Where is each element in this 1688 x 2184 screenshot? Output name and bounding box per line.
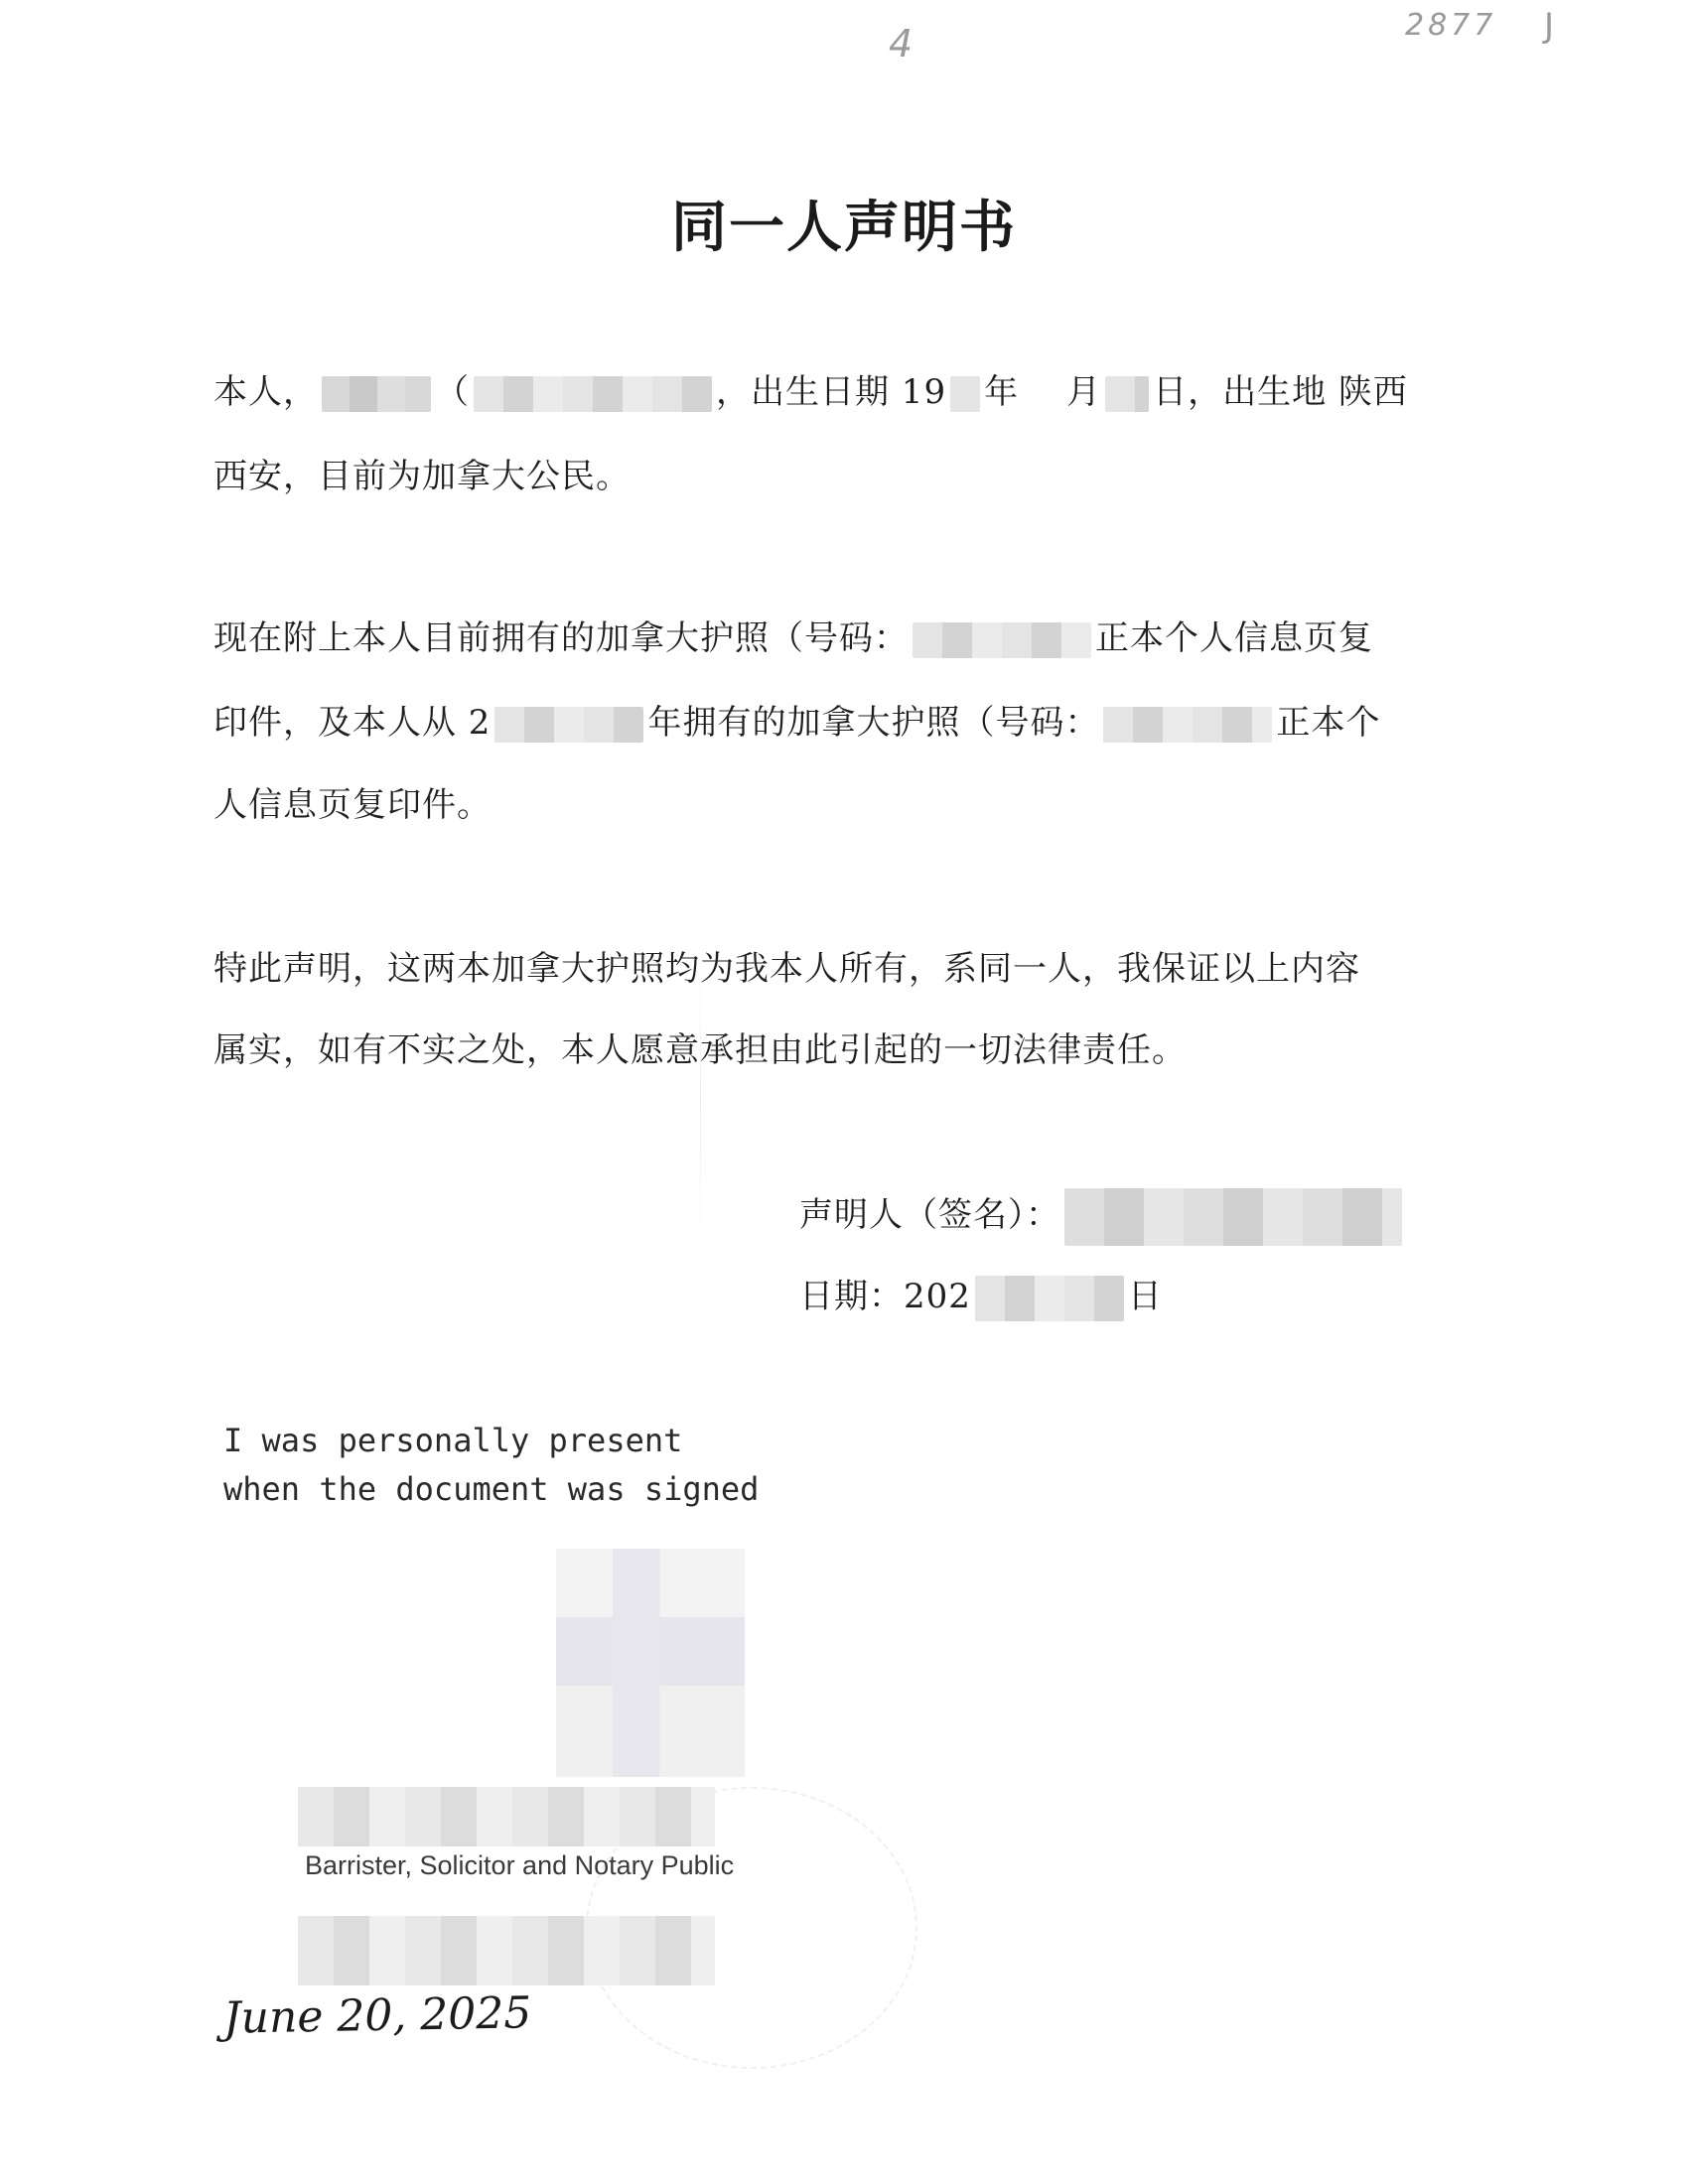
text: 日，出生地 陕西 (1153, 372, 1408, 412)
redacted-id (474, 376, 712, 412)
date-label: 日期：202 (799, 1277, 971, 1316)
handwritten-date: June 20, 2025 (222, 1987, 532, 2044)
text: 正本个人信息页复 (1095, 618, 1373, 658)
redacted-year (950, 376, 980, 412)
paragraph3-line2: 属实，如有不实之处，本人愿意承担由此引起的一切法律责任。 (213, 1030, 1187, 1070)
paragraph1-line2: 西安，目前为加拿大公民。 (213, 457, 631, 496)
text: 现在附上本人目前拥有的加拿大护照（号码： (213, 618, 909, 658)
redacted-month (1023, 376, 1062, 412)
paragraph2-line1 (213, 611, 1373, 659)
redacted-date (975, 1276, 1124, 1321)
redacted-notary-signature (556, 1549, 745, 1777)
redacted-day (1105, 376, 1149, 412)
redacted-name (322, 376, 431, 412)
date-end: 日 (1127, 1277, 1163, 1316)
redacted-notary-address (298, 1916, 715, 1985)
notary-statement-line1: I was personally present (223, 1422, 683, 1459)
page-mark-symbol: J (1544, 6, 1559, 46)
declarant-label: 声明人（签名）： (799, 1195, 1060, 1235)
text: 本人， (213, 372, 318, 412)
document-title: 同一人声明书 (671, 195, 1017, 260)
text: 年 (984, 372, 1020, 412)
text: ，出生日期 19 (716, 372, 947, 412)
redacted-notary-name (298, 1787, 715, 1846)
notary-statement-line2: when the document was signed (223, 1470, 760, 1508)
page-mark-left: 4 (889, 22, 917, 66)
paragraph2-line2 (213, 695, 1380, 744)
text: 月 (1066, 372, 1102, 412)
text: 印件，及本人从 2 (213, 703, 492, 743)
redacted-signature (1064, 1188, 1402, 1246)
text: （ (435, 372, 470, 412)
notary-stamp-title: Barrister, Solicitor and Notary Public (305, 1850, 735, 1880)
paper-fold-line (700, 953, 701, 1251)
text: 正本个 (1276, 703, 1381, 743)
redacted-year-range (494, 707, 643, 743)
declarant-signature-line (799, 1187, 1406, 1246)
paragraph3-line1: 特此声明，这两本加拿大护照均为我本人所有，系同一人，我保证以上内容 (213, 949, 1360, 989)
declarant-date-line (799, 1269, 1163, 1321)
paragraph2-line3: 人信息页复印件。 (213, 785, 492, 825)
page-mark-right: 2877 (1405, 8, 1497, 43)
redacted-passport-number-previous (1103, 707, 1272, 743)
redacted-passport-number-current (913, 622, 1091, 658)
text: 年拥有的加拿大护照（号码： (647, 703, 1100, 743)
paragraph1-line1 (213, 364, 1408, 413)
